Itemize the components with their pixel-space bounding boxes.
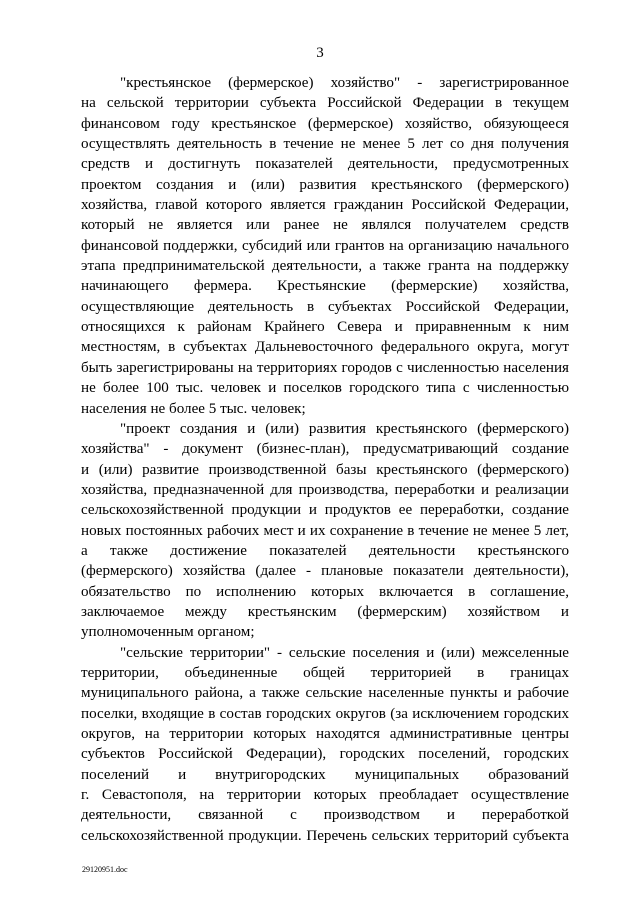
- text-line: округов, на территории которых находятся административные центры: [81, 726, 569, 742]
- text-line: начинающего фермера. Крестьянские (фермерские) хозяйства,: [81, 278, 569, 295]
- footer-filename: 29120951.doc: [82, 865, 128, 874]
- text-line: (фермерского) хозяйства (далее - плановые показатели деятельности),: [81, 563, 569, 580]
- text-line: на сельской территории субъекта Российской Федерации в текущем: [81, 95, 569, 112]
- text-line: "проект создания и (или) развития крестьянского (фермерского): [120, 420, 569, 437]
- text-line: финансовой поддержки, субсидий или грантов на организацию начального: [81, 237, 569, 254]
- text-line: территории, объединенные общей территорией в границах: [81, 664, 569, 681]
- text-line: хозяйства" - документ (бизнес-план), предусматривающий создание: [81, 441, 569, 458]
- text-line: поселки, входящие в состав городских округов (за исключением городских: [81, 705, 569, 722]
- text-line: осуществлять деятельность в течение не менее 5 лет со дня получения: [81, 136, 569, 153]
- text-line: а также достижение показателей деятельности крестьянского: [81, 542, 569, 559]
- page-number: 3: [316, 45, 324, 61]
- text-line: относящихся к районам Крайнего Севера и приравненным к ним: [81, 319, 569, 336]
- text-line: г. Севастополя, на территории которых преобладает осуществление: [81, 787, 569, 804]
- text-line: проектом создания и (или) развития крестьянского (фермерского): [81, 176, 569, 193]
- text-line: осуществляющие деятельность в субъектах Российской Федерации,: [81, 298, 569, 315]
- text-line: и (или) развитие производственной базы крестьянского (фермерского): [81, 461, 569, 478]
- text-line: населения не более 5 тыс. человек;: [81, 400, 306, 417]
- text-line: уполномоченным органом;: [81, 624, 255, 641]
- text-line: местностям, в субъектах Дальневосточного федерального округа, могут: [81, 339, 569, 356]
- body-text: [81, 73, 569, 846]
- text-line: этапа предпринимательской деятельности, а также гранта на поддержку: [81, 258, 569, 275]
- text-line: хозяйства, предназначенной для производства, переработки и реализации: [81, 481, 569, 498]
- text-line: средств и достигнуть показателей деятельности, предусмотренных: [81, 156, 569, 173]
- text-line: финансовом году крестьянское (фермерское) хозяйство, обязующееся: [81, 115, 569, 132]
- text-line: поселений и внутригородских муниципальных образований: [81, 766, 569, 783]
- text-line: не более 100 тыс. человек и поселков городского типа с численностью: [81, 380, 569, 397]
- text-line: новых постоянных рабочих мест и их сохранение в течение не менее 5 лет,: [81, 522, 569, 539]
- text-line: субъектов Российской Федерации), городских поселений, городских: [81, 746, 569, 763]
- text-line: заключаемое между крестьянским (фермерским) хозяйством и: [81, 603, 569, 620]
- text-line: хозяйства, главой которого является гражданин Российской Федерации,: [81, 197, 569, 214]
- text-line: сельскохозяйственной продукции. Перечень сельских территорий субъекта: [81, 827, 569, 844]
- text-line: обязательство по исполнению которых включается в соглашение,: [81, 583, 569, 600]
- text-line: который не является или ранее не являлся получателем средств: [81, 217, 569, 234]
- text-line: быть зарегистрированы на территориях городов с численностью населения: [81, 359, 569, 376]
- text-line: деятельности, связанной с производством и переработкой: [81, 807, 569, 824]
- text-line: "сельские территории" - сельские поселения и (или) межселенные: [120, 644, 569, 661]
- text-line: муниципального района, а также сельские населенные пункты и рабочие: [81, 685, 569, 702]
- text-line: сельскохозяйственной продукции и продуктов ее переработки, создание: [81, 502, 569, 519]
- text-line: "крестьянское (фермерское) хозяйство" - зарегистрированное: [120, 75, 569, 91]
